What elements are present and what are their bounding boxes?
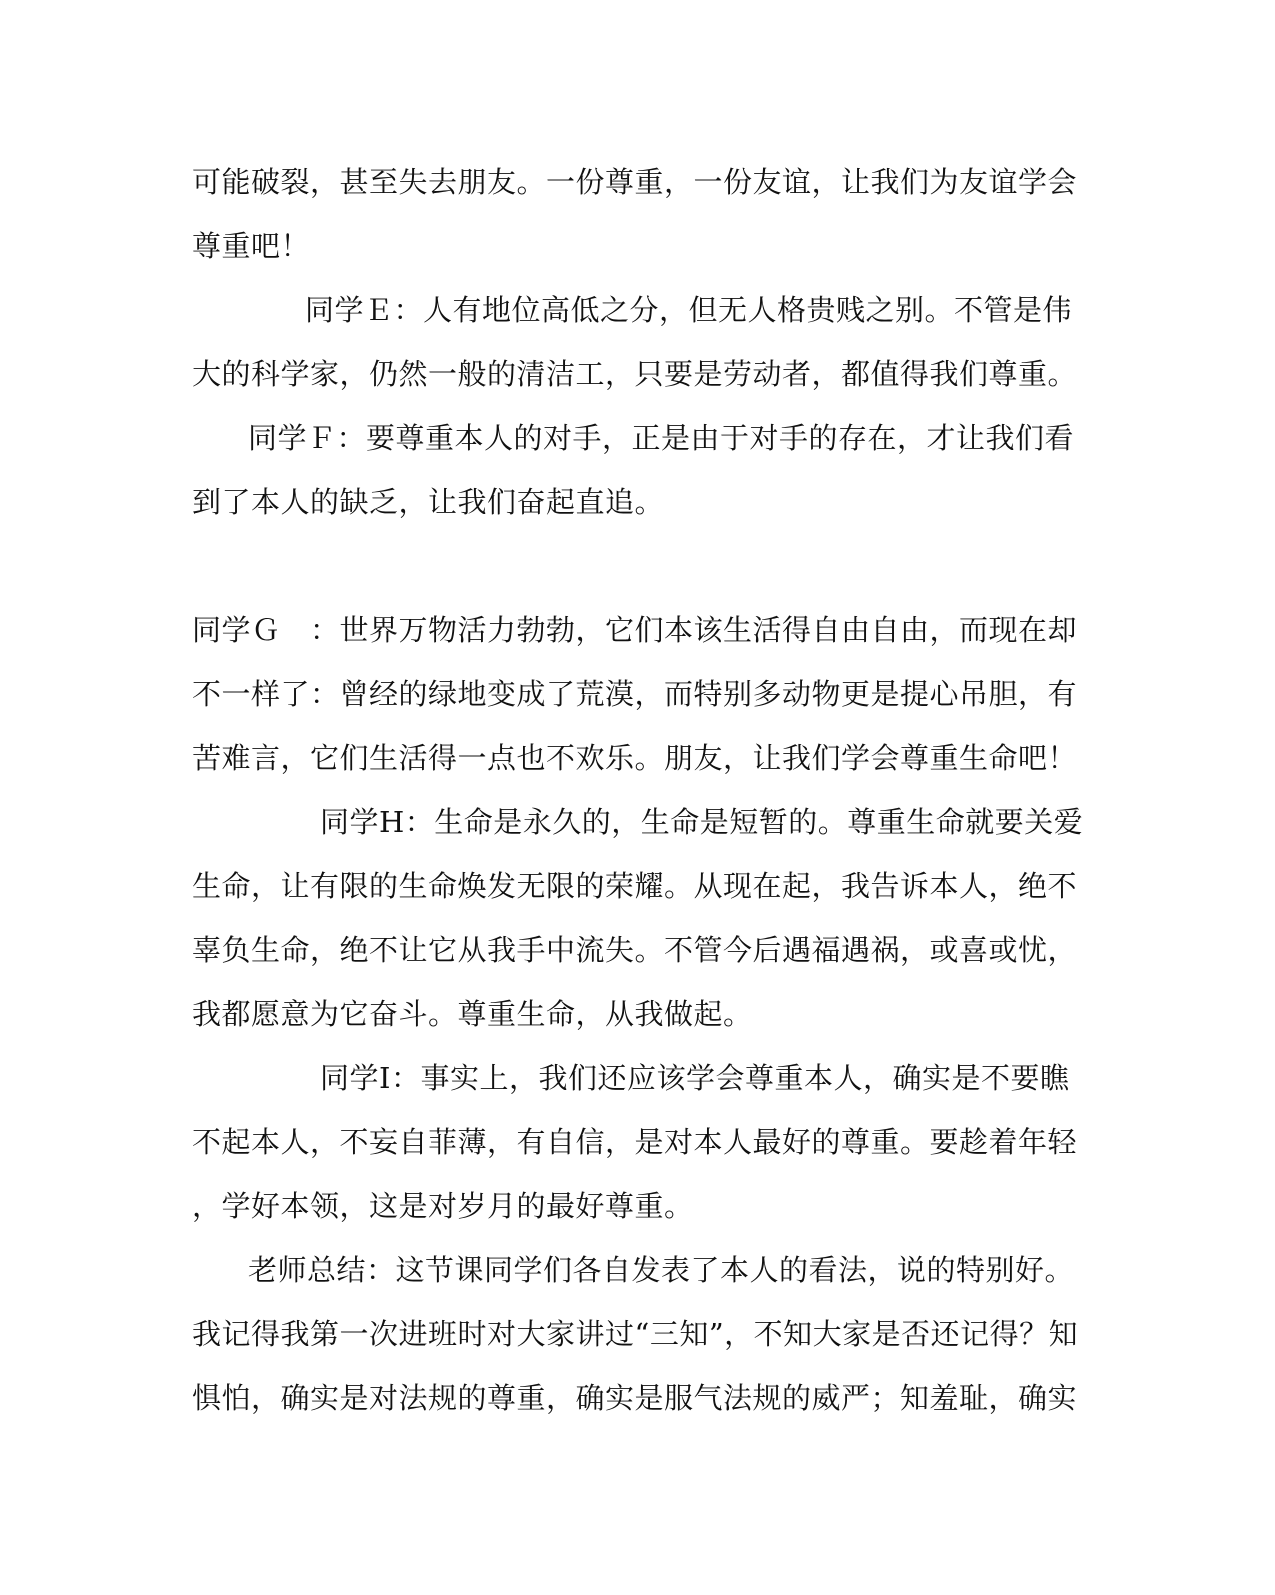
text-line-11: 生命，让有限的生命焕发无限的荣耀。从现在起，我告诉本人，绝不: [192, 869, 1078, 903]
text-line-18: 我记得我第一次进班时对大家讲过“三知”，不知大家是否还记得？知: [192, 1317, 1079, 1351]
text-line-10: 同学H：生命是永久的，生命是短暂的。尊重生命就要关爱: [320, 805, 1084, 839]
text-line-14: 同学I：事实上，我们还应该学会尊重本人，确实是不要瞧: [320, 1061, 1070, 1095]
text-line-7: 同学Ｇ ：世界万物活力勃勃，它们本该生活得自由自由，而现在却: [192, 613, 1078, 647]
text-line-15: 不起本人，不妄自菲薄，有自信，是对本人最好的尊重。要趁着年轻: [192, 1125, 1078, 1159]
text-line-13: 我都愿意为它奋斗。尊重生命，从我做起。: [192, 997, 753, 1031]
text-line-12: 辜负生命，绝不让它从我手中流失。不管今后遇福遇祸，或喜或忧，: [192, 933, 1078, 967]
text-line-17: 老师总结：这节课同学们各自发表了本人的看法，说的特别好。: [248, 1253, 1075, 1287]
text-line-3: 同学Ｅ：人有地位高低之分，但无人格贵贱之别。不管是伟: [305, 293, 1073, 327]
text-line-8: 不一样了：曾经的绿地变成了荒漠，而特别多动物更是提心吊胆，有: [192, 677, 1078, 711]
text-line-1: 可能破裂，甚至失去朋友。一份尊重，一份友谊，让我们为友谊学会: [192, 165, 1078, 199]
text-line-6: 到了本人的缺乏，让我们奋起直追。: [192, 485, 665, 519]
text-line-16: ，学好本领，这是对岁月的最好尊重。: [192, 1189, 694, 1223]
text-line-4: 大的科学家，仍然一般的清洁工，只要是劳动者，都值得我们尊重。: [192, 357, 1078, 391]
text-line-9: 苦难言，它们生活得一点也不欢乐。朋友，让我们学会尊重生命吧！: [192, 741, 1078, 775]
text-line-5: 同学Ｆ：要尊重本人的对手，正是由于对手的存在，才让我们看: [248, 421, 1075, 455]
text-line-2: 尊重吧！: [192, 229, 311, 263]
text-line-19: 惧怕，确实是对法规的尊重，确实是服气法规的威严；知羞耻，确实: [192, 1381, 1078, 1415]
